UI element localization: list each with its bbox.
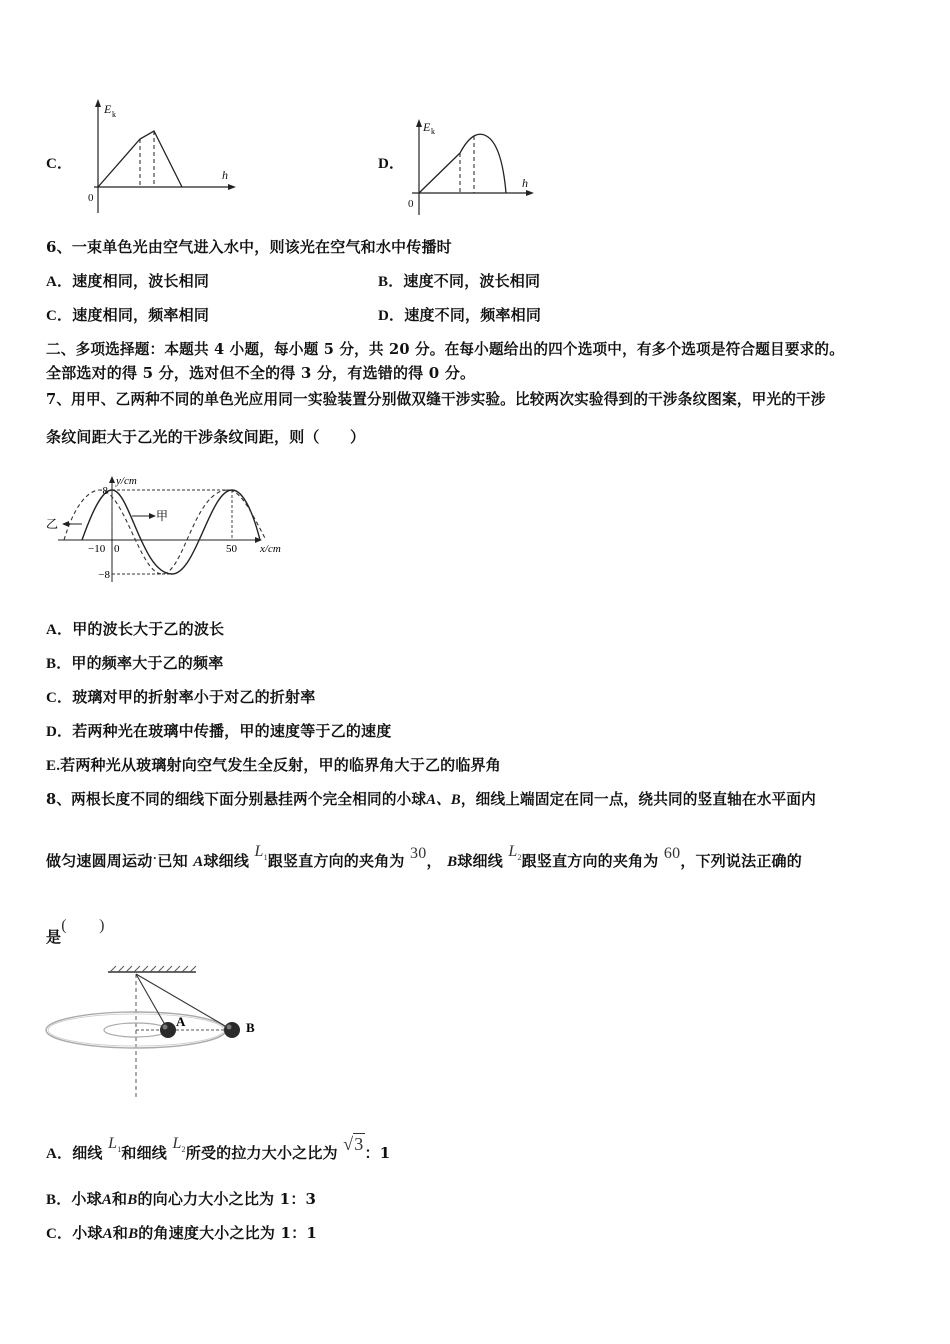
graph-d-origin: 0 xyxy=(408,198,414,210)
q8-stem-line1 xyxy=(46,788,816,809)
q5-option-d-label: D． xyxy=(378,156,405,172)
option-letter: B． xyxy=(46,1192,72,1208)
q7-wave-figure xyxy=(44,470,294,585)
ball-a-icon xyxy=(160,1022,176,1038)
q7-option-e xyxy=(46,754,501,775)
q8-ball-b: B xyxy=(447,854,458,870)
option-text: 的向心力大小之比为 1：3 xyxy=(137,1190,317,1208)
q6-option-b xyxy=(378,270,540,291)
wave-b-label: 乙 xyxy=(46,517,59,531)
option-text: 速度相同，波长相同 xyxy=(72,272,210,290)
q8-stem-text: 跟竖直方向的夹角为 xyxy=(267,852,405,870)
graph-c-y-sub: k xyxy=(112,110,116,119)
wave-y-max-label: 8 xyxy=(102,485,108,497)
section2-line1: 二、多项选择题：本题共 4 小题，每小题 5 分，共 20 分。在每小题给出的四个选项中，有多个选项是符合题目要求的。 xyxy=(46,341,844,358)
option-text: ：1 xyxy=(364,1144,391,1162)
wave-a-label: 甲 xyxy=(156,509,169,523)
q8-balls-ab: A、B xyxy=(426,792,461,808)
option-text: 若两种光从玻璃射向空气发生全反射，甲的临界角大于乙的临界角 xyxy=(60,756,501,774)
q8-stem-text: 球细线 xyxy=(203,852,250,870)
option-letter: B． xyxy=(46,656,72,672)
option-text: 若两种光在玻璃中传播，甲的速度等于乙的速度 xyxy=(72,722,392,740)
option-text: 速度不同，频率相同 xyxy=(404,306,542,324)
option-text: 和细线 xyxy=(121,1144,167,1162)
q8-stem-text: 已知 xyxy=(157,852,188,870)
graph-c-x-label: h xyxy=(222,168,228,182)
q8-opt-var-l1: $L_1$ xyxy=(108,1135,122,1154)
q8-stem-text: 跟竖直方向的夹角为 xyxy=(521,852,659,870)
q8-stem-text: 做匀速圆周运动 xyxy=(46,852,153,870)
ball-b-label: B xyxy=(246,1020,255,1035)
option-letter: A． xyxy=(46,622,73,638)
graph-d-y-sub: k xyxy=(431,127,435,136)
q8-ball-a: A xyxy=(193,854,204,870)
section2-line2: 全部选对的得 5 分，选对但不全的得 3 分，有选错的得 0 分。 xyxy=(46,364,476,382)
q7-option-c xyxy=(46,686,315,707)
option-text: 速度相同，频率相同 xyxy=(72,306,210,324)
q8-angle-30: 30 xyxy=(410,845,427,862)
option-text: 小球 xyxy=(71,1190,102,1208)
q7-stem-line2: 条纹间距大于乙光的干涉条纹间距，则（ ） xyxy=(46,428,366,446)
q8-ball-a: A xyxy=(101,1192,113,1208)
wave-x-axis-label: x/cm xyxy=(260,543,281,555)
q6-option-d xyxy=(378,304,541,325)
q7-stem-line1: 7、用甲、乙两种不同的单色光应用同一实验装置分别做双缝干涉实验。比较两次实验得到的干涉条纹图案，甲光的干涉 xyxy=(46,391,826,408)
option-text: 所受的拉力大小之比为 xyxy=(185,1144,338,1162)
q7-option-a xyxy=(46,618,224,639)
q5-option-c-label: C． xyxy=(46,156,73,172)
wave-x-tick-0: 0 xyxy=(114,543,120,555)
graph-c-y-label: E xyxy=(104,102,112,116)
wave-x-tick-neg10: −10 xyxy=(88,543,106,555)
q8-stem-line2 xyxy=(46,843,802,872)
sqrt-icon: √3 xyxy=(343,1134,364,1154)
option-text: 和 xyxy=(112,1224,129,1242)
option-text: 甲的频率大于乙的频率 xyxy=(71,654,224,672)
option-letter: A． xyxy=(46,274,73,290)
q8-stem-line3 xyxy=(46,917,105,947)
wave-y-min-label: −8 xyxy=(98,569,110,581)
wave-y-axis-label: y/cm xyxy=(116,475,137,487)
q8-ball-b: B xyxy=(128,1226,139,1242)
q7-option-b xyxy=(46,652,223,673)
q8-stem-text: 是 xyxy=(46,928,62,946)
q8-opt-var-l2: $L_2$ xyxy=(172,1135,186,1154)
option-text: 和 xyxy=(112,1190,128,1208)
option-letter: A． xyxy=(46,1146,73,1162)
q8-option-b xyxy=(46,1188,316,1209)
q6-option-a xyxy=(46,270,209,291)
q8-stem-text: ， xyxy=(426,852,442,870)
option-letter: E. xyxy=(46,758,61,774)
option-text: 小球 xyxy=(72,1224,103,1242)
option-text: 细线 xyxy=(72,1144,103,1162)
q6-stem: 6、一束单色光由空气进入水中，则该光在空气和水中传播时 xyxy=(46,238,452,256)
q6-option-c xyxy=(46,304,209,325)
q7-option-d xyxy=(46,720,391,741)
option-text: 甲的波长大于乙的波长 xyxy=(72,620,225,638)
q8-stem-text: ，细线上端固定在同一点，绕共同的竖直轴在水平面内 xyxy=(460,791,816,808)
option-letter: C． xyxy=(46,690,73,706)
q8-ball-a: A xyxy=(102,1226,113,1242)
graph-d-x-label: h xyxy=(522,176,528,190)
q8-var-l1: $L_1$ xyxy=(254,843,268,862)
q8-stem-text: 8、两根长度不同的细线下面分别悬挂两个完全相同的小球 xyxy=(46,791,427,808)
q8-pendulum-figure xyxy=(44,960,274,1100)
option-text: 玻璃对甲的折射率小于对乙的折射率 xyxy=(72,688,316,706)
q8-stem-text: ，下列说法正确的 xyxy=(680,852,802,870)
option-text: 速度不同，波长相同 xyxy=(403,272,541,290)
q5-graph-c xyxy=(82,95,242,215)
q8-option-c xyxy=(46,1222,317,1243)
option-letter: D． xyxy=(46,724,73,740)
q8-answer-paren: ( ) xyxy=(61,917,105,934)
q8-option-a xyxy=(46,1134,391,1164)
option-letter: C． xyxy=(46,1226,73,1242)
option-text: 的角速度大小之比为 1：1 xyxy=(138,1224,317,1242)
graph-c-origin: 0 xyxy=(88,192,94,204)
q8-stem-text: 球细线 xyxy=(457,852,503,870)
ball-b-icon xyxy=(224,1022,240,1038)
wave-x-tick-50: 50 xyxy=(226,543,237,555)
option-letter: C． xyxy=(46,308,73,324)
q8-angle-60: 60 xyxy=(663,845,681,862)
q8-stem-dot: · xyxy=(152,849,158,867)
q8-var-l2: $L_2$ xyxy=(508,843,522,862)
q8-ball-b: B xyxy=(127,1192,138,1208)
graph-d-y-label: E xyxy=(423,120,431,134)
option-letter: B． xyxy=(378,274,404,290)
q5-graph-d xyxy=(402,115,542,220)
ball-a-label: A xyxy=(176,1014,186,1029)
option-letter: D． xyxy=(378,308,405,324)
